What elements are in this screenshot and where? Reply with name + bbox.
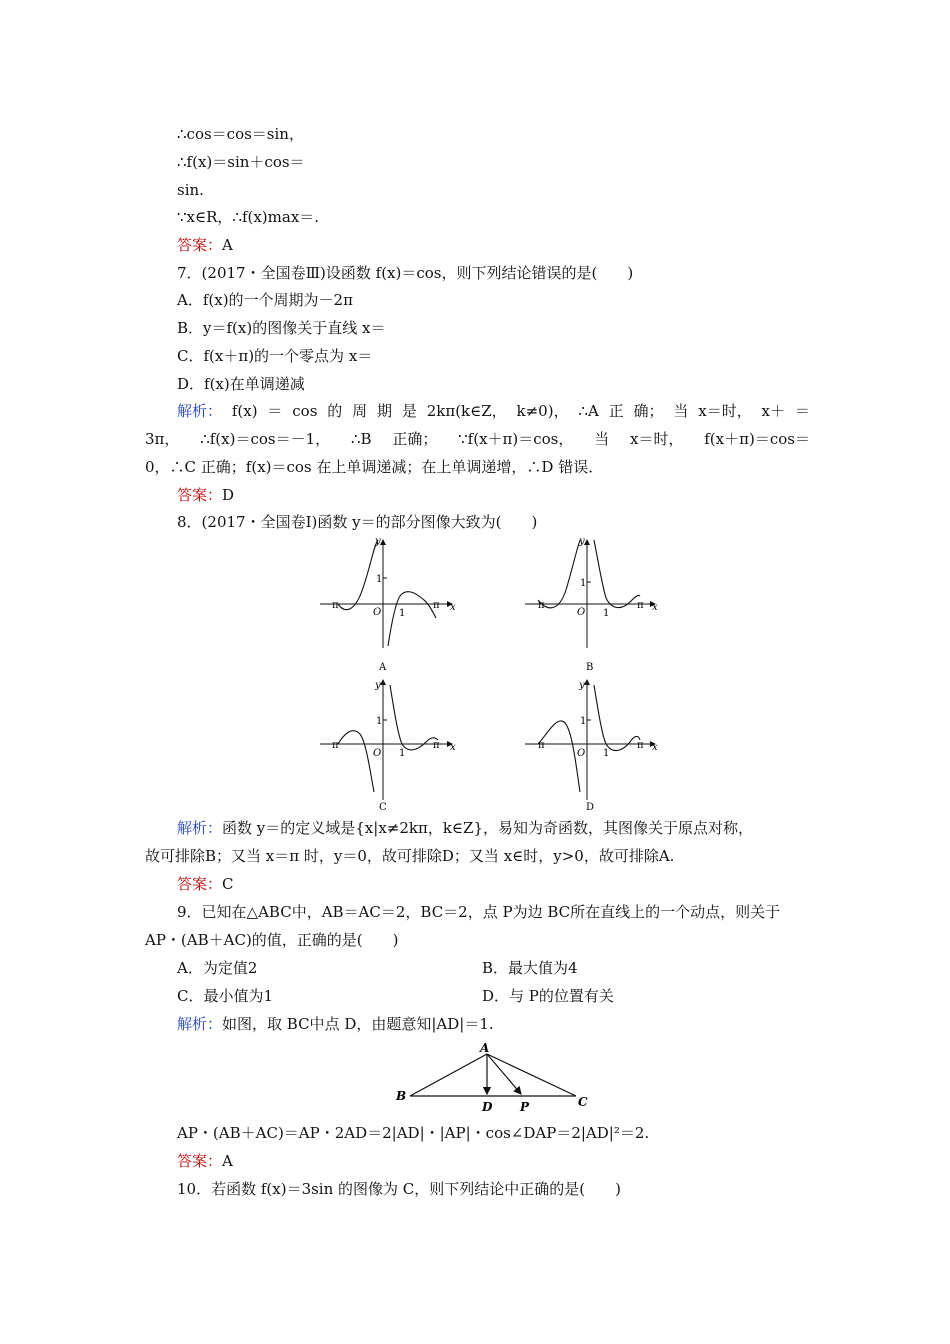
graph-a-pi: π xyxy=(433,600,440,611)
graph-a-one: 1 xyxy=(376,574,383,585)
graph-d-neg-pi: －π xyxy=(528,740,545,751)
graph-d-y-label: y xyxy=(579,680,585,691)
answer-6 xyxy=(177,235,233,255)
line-cos-eq: ∴cos＝cos＝sin， xyxy=(177,125,304,143)
question-10: 10．若函数 f(x)＝3sin 的图像为 C，则下列结论中正确的是( ) xyxy=(177,1180,621,1198)
q7jx1-part: k≠0)， xyxy=(516,402,569,420)
question-9-line1: 9．已知在△ABC中，AB＝AC＝2，BC＝2，点 P为边 BC所在直线上的一个动点，则关于 xyxy=(177,903,781,921)
q9-analysis-text: 如图，取 BC中点 D，由题意知|AD|＝1. xyxy=(222,1015,494,1033)
q9-option-d: D．与 P的位置有关 xyxy=(482,987,614,1005)
q7jx2-part: ∴B xyxy=(350,430,372,448)
q7-option-c: C．f(x＋π)的一个零点为 x＝ xyxy=(177,347,373,365)
graph-b-origin: O xyxy=(577,607,586,618)
graph-c-caption: C xyxy=(379,802,387,813)
q7-analysis-line1 xyxy=(177,401,810,421)
graph-b-one-x: 1 xyxy=(603,608,610,619)
graph-c-x-label: x xyxy=(450,742,456,753)
q9-option-b: B．最大值为4 xyxy=(482,959,578,977)
q7jx1-part: 的 xyxy=(327,402,343,420)
answer-label: 答案： xyxy=(177,875,223,893)
graph-a-x-label: x xyxy=(450,602,456,613)
graph-a-caption: A xyxy=(379,662,387,673)
graph-b-neg-pi: －π xyxy=(528,600,545,611)
question-9-line2: AP・(AB＋AC)的值，正确的是( ) xyxy=(145,931,399,949)
segment-ab xyxy=(410,1054,487,1096)
q8-graphs-figure xyxy=(300,530,680,820)
graph-b xyxy=(525,536,658,673)
q7jx1-part: 正 xyxy=(608,402,624,420)
analysis-label: 解析： xyxy=(177,402,223,420)
q7jx2-part: ∴f(x)＝cos＝－1， xyxy=(200,430,331,448)
graph-c xyxy=(320,680,456,813)
q7jx1-part: ＝ xyxy=(794,402,810,420)
graph-d-pi: π xyxy=(637,740,644,751)
graph-c-neg-pi: －π xyxy=(322,740,339,751)
answer-label: 答案： xyxy=(177,236,223,254)
graph-a-origin: O xyxy=(373,607,382,618)
graph-b-caption: B xyxy=(586,662,594,673)
question-7: 7．(2017・全国卷Ⅲ)设函数 f(x)＝cos，则下列结论错误的是( ) xyxy=(177,264,634,282)
q7jx2-part: f(x＋π)＝cos＝ xyxy=(704,430,810,448)
graph-d-one: 1 xyxy=(580,716,587,727)
graph-d-caption: D xyxy=(586,802,595,813)
q7-option-b: B．y＝f(x)的图像关于直线 x＝ xyxy=(177,319,386,337)
analysis-label: 解析： xyxy=(177,1015,223,1033)
q8-analysis-line1 xyxy=(177,818,753,838)
answer-label: 答案： xyxy=(177,1152,223,1170)
graph-d-one-x: 1 xyxy=(603,748,610,759)
graph-c-origin: O xyxy=(373,748,382,759)
answer-value: C xyxy=(222,875,234,893)
graph-a-neg-pi: －π xyxy=(322,600,339,611)
q7-analysis-line2 xyxy=(145,429,810,449)
q7jx1-part: 期 xyxy=(376,402,392,420)
analysis-label: 解析： xyxy=(177,819,223,837)
graph-b-pi: π xyxy=(637,600,644,611)
q7jx1-part: 是 xyxy=(401,402,417,420)
graph-c-pi: π xyxy=(433,740,440,751)
answer-value: A xyxy=(222,1152,233,1170)
answer-8 xyxy=(177,874,234,894)
q9-calculation: AP・(AB＋AC)＝AP・2AD＝2|AD|・|AP|・cos∠DAP＝2|AD|²＝2. xyxy=(177,1124,650,1142)
answer-9 xyxy=(177,1151,233,1171)
answer-value: A xyxy=(222,236,233,254)
q7-option-d: D．f(x)在单调递减 xyxy=(177,375,305,393)
q7jx1-part: 周 xyxy=(352,402,368,420)
graph-c-one: 1 xyxy=(376,716,383,727)
graph-a-one-x: 1 xyxy=(399,608,406,619)
q9-option-c: C．最小值为1 xyxy=(177,987,274,1005)
question-8: 8．(2017・全国卷Ⅰ)函数 y＝的部分图像大致为( ) xyxy=(177,513,538,531)
point-d: D xyxy=(482,1100,493,1114)
q7-option-a: A．f(x)的一个周期为－2π xyxy=(177,291,353,309)
vertex-b: B xyxy=(396,1089,407,1103)
segment-ac xyxy=(487,1054,576,1096)
q7jx1-part: cos xyxy=(292,402,318,420)
q7jx1-part: ∴A xyxy=(578,402,599,420)
q7jx2-part: ∵f(x＋π)＝cos， xyxy=(458,430,574,448)
q8-analysis-line2: 故可排除B；又当 x＝π 时，y＝0，故可排除D；又当 x∈时，y>0，故可排除A. xyxy=(145,847,675,865)
point-p: P xyxy=(520,1100,530,1114)
q7jx2-part: x＝时， xyxy=(629,430,684,448)
q7jx1-part: ＝ xyxy=(267,402,283,420)
graph-a xyxy=(320,536,456,673)
graph-c-y-label: y xyxy=(375,680,381,691)
q7jx1-part: x＋ xyxy=(761,402,786,420)
graph-d xyxy=(525,680,658,813)
q9-triangle-figure xyxy=(390,1040,600,1116)
graph-a-y-label: y xyxy=(375,536,381,547)
q7jx2-part: 3π， xyxy=(145,430,180,448)
graph-c-one-x: 1 xyxy=(399,748,406,759)
graph-b-one: 1 xyxy=(580,578,587,589)
line-fmax: ∵x∈R，∴f(x)max＝. xyxy=(177,208,320,226)
q8-analysis-text: 函数 y＝的定义域是{x|x≠2kπ，k∈Z}，易知为奇函数，其图像关于原点对称， xyxy=(222,819,753,837)
q7-analysis-line3: 0，∴C 正确；f(x)＝cos 在上单调递减；在上单调递增，∴D 错误． xyxy=(145,458,604,476)
q7jx1-part: 2kπ(k∈Z， xyxy=(426,402,507,420)
q7jx2-part: 正确； xyxy=(392,430,438,448)
graph-d-origin: O xyxy=(577,748,586,759)
q9-analysis xyxy=(177,1014,494,1034)
q9-option-a: A．为定值2 xyxy=(177,959,258,977)
vertex-a: A xyxy=(480,1041,490,1055)
line-sin: sin. xyxy=(177,181,204,199)
answer-7 xyxy=(177,485,234,505)
vertex-c: C xyxy=(578,1095,588,1109)
q7jx1-part: 当 xyxy=(673,402,689,420)
line-f-eq: ∴f(x)＝sin＋cos＝ xyxy=(177,153,305,171)
graph-d-x-label: x xyxy=(652,742,658,753)
q7jx2-part: 当 xyxy=(594,430,610,448)
graph-b-y-label: y xyxy=(579,536,585,547)
answer-label: 答案： xyxy=(177,486,223,504)
answer-value: D xyxy=(222,486,235,504)
q7jx1-part: f(x) xyxy=(231,402,258,420)
q7jx1-part: x＝时， xyxy=(698,402,752,420)
vector-ap xyxy=(487,1054,521,1094)
graph-b-x-label: x xyxy=(652,602,658,613)
q7jx1-part: 确； xyxy=(633,402,664,420)
